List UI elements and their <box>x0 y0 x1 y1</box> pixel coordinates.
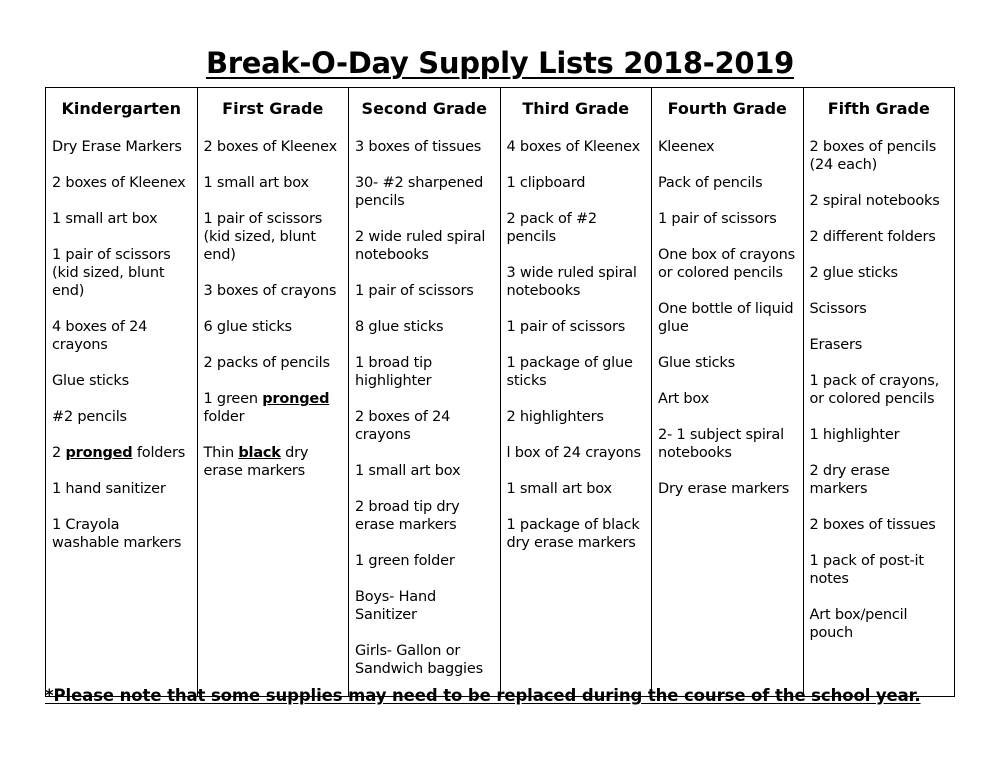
grade-header-fourth-grade: Fourth Grade <box>652 88 804 127</box>
supply-item: 2 different folders <box>809 229 936 245</box>
grade-header-kindergarten: Kindergarten <box>46 88 198 127</box>
supply-item: Dry Erase Markers <box>52 139 182 155</box>
supply-item-text: 1 green <box>203 391 263 407</box>
supply-item: Girls- Gallon or Sandwich baggies <box>355 643 483 677</box>
supply-item: 2 highlighters <box>506 409 604 425</box>
supply-column-fifth-grade <box>803 126 955 697</box>
supply-item: One bottle of liquid glue <box>658 301 794 335</box>
supply-item: #2 pencils <box>52 409 127 425</box>
grade-header-first-grade: First Grade <box>197 88 349 127</box>
supply-item: 8 glue sticks <box>355 319 444 335</box>
supply-item: 1 pair of scissors (kid sized, blunt end) <box>203 211 323 263</box>
supply-item: 1 pair of scissors <box>355 283 474 299</box>
supply-item: Erasers <box>809 337 863 353</box>
supply-item: Glue sticks <box>52 373 129 389</box>
supply-item-text: 2 <box>52 445 66 461</box>
supply-item: 1 highlighter <box>809 427 900 443</box>
supply-item: 3 boxes of tissues <box>355 139 482 155</box>
emphasized-word: pronged <box>262 391 330 407</box>
supply-item: 2 boxes of 24 crayons <box>355 409 451 443</box>
supply-item: 2 boxes of Kleenex <box>52 175 186 191</box>
supply-item: Scissors <box>809 301 867 317</box>
supply-item-text: dry erase markers <box>203 445 309 479</box>
emphasized-word: black <box>238 445 281 461</box>
supply-item: 2 spiral notebooks <box>809 193 940 209</box>
supply-column-second-grade <box>349 126 501 697</box>
supply-item: 2 glue sticks <box>809 265 898 281</box>
supply-item: 2- 1 subject spiral notebooks <box>658 427 784 461</box>
supply-item: 4 boxes of 24 crayons <box>52 319 148 353</box>
supply-item: 1 pair of scissors (kid sized, blunt end) <box>52 247 171 299</box>
supply-items-row <box>46 126 955 697</box>
supply-item: 1 small art box <box>52 211 158 227</box>
supply-item: Dry erase markers <box>658 481 790 497</box>
supply-item: 1 package of glue sticks <box>506 355 633 389</box>
footnote: *Please note that some supplies may need to be replaced during the course of the school year. <box>45 686 921 705</box>
page-title: Break-O-Day Supply Lists 2018-2019 <box>205 46 795 80</box>
supply-item: 3 boxes of crayons <box>203 283 337 299</box>
emphasized-word: pronged <box>65 445 133 461</box>
supply-item-text: folder <box>203 409 245 425</box>
supply-item: 2 dry erase markers <box>809 463 890 497</box>
supply-item: 1 small art box <box>203 175 309 191</box>
grade-header-row <box>46 88 955 127</box>
supply-item: One box of crayons or colored pencils <box>658 247 795 281</box>
supply-item: l box of 24 crayons <box>506 445 641 461</box>
supply-item: 1 broad tip highlighter <box>355 355 432 389</box>
supply-item: 4 boxes of Kleenex <box>506 139 640 155</box>
supply-item: 1 pack of crayons, or colored pencils <box>809 373 940 407</box>
supply-item: Art box/pencil pouch <box>809 607 908 641</box>
supply-item: 1 hand sanitizer <box>52 481 166 497</box>
supply-item: 1 green folder <box>355 553 455 569</box>
supply-item <box>204 444 343 480</box>
supply-item: Art box <box>658 391 709 407</box>
grade-header-second-grade: Second Grade <box>349 88 501 127</box>
supply-item: 1 Crayola washable markers <box>52 517 182 551</box>
supply-column-fourth-grade <box>652 126 804 697</box>
supply-item: 2 boxes of Kleenex <box>203 139 337 155</box>
supply-item: 2 pack of #2 pencils <box>506 211 597 245</box>
grade-header-fifth-grade: Fifth Grade <box>803 88 955 127</box>
grade-header-third-grade: Third Grade <box>500 88 652 127</box>
supply-item: 1 pair of scissors <box>506 319 626 335</box>
supply-item: 2 boxes of tissues <box>809 517 936 533</box>
supply-item: 3 wide ruled spiral notebooks <box>506 265 637 299</box>
supply-item: Pack of pencils <box>658 175 763 191</box>
supply-item: 6 glue sticks <box>203 319 292 335</box>
supply-item: 1 pair of scissors <box>658 211 777 227</box>
supply-column-third-grade <box>500 126 652 697</box>
supply-item: 2 wide ruled spiral notebooks <box>355 229 486 263</box>
supply-item: 1 clipboard <box>506 175 586 191</box>
supply-item-text: Thin <box>203 445 239 461</box>
supply-item-text: folders <box>132 445 186 461</box>
supply-item: 1 small art box <box>506 481 612 497</box>
supply-item: Kleenex <box>658 139 715 155</box>
supply-table <box>45 87 955 697</box>
supply-item <box>204 390 343 426</box>
supply-column-first-grade <box>197 126 349 697</box>
supply-item: 2 boxes of pencils (24 each) <box>809 139 937 173</box>
supply-item: Boys- Hand Sanitizer <box>355 589 436 623</box>
supply-item: 1 package of black dry erase markers <box>506 517 640 551</box>
supply-item: 30- #2 sharpened pencils <box>355 175 484 209</box>
supply-item: 1 small art box <box>355 463 461 479</box>
supply-item <box>52 444 191 462</box>
supply-item: 1 pack of post-it notes <box>809 553 924 587</box>
supply-column-kindergarten <box>46 126 198 697</box>
supply-item: Glue sticks <box>658 355 735 371</box>
supply-item: 2 broad tip dry erase markers <box>355 499 460 533</box>
supply-item: 2 packs of pencils <box>203 355 330 371</box>
